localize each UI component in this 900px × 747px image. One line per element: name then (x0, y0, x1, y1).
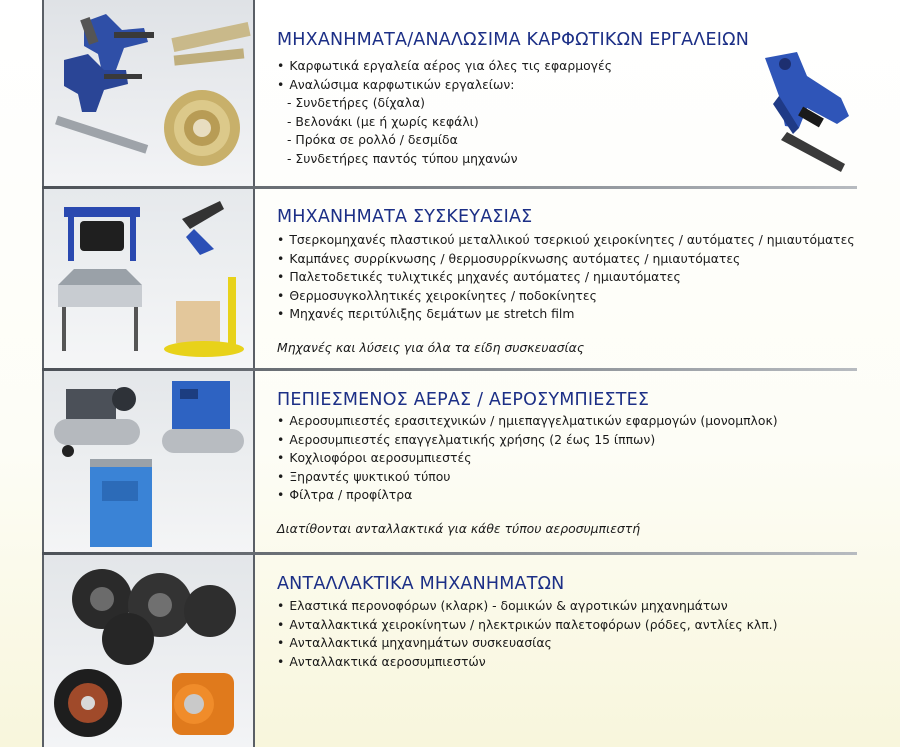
list-item: • Καμπάνες συρρίκνωσης / θερμοσυρρίκνωσης αυτόματες / ημιαυτόματες (277, 250, 855, 269)
list-item: • Θερμοσυγκολλητικές χειροκίνητες / ποδοκίνητες (277, 287, 855, 306)
section-note: Μηχανές και λύσεις για όλα τα είδη συσκευασίας (277, 340, 585, 355)
list-item: • Φίλτρα / προφίλτρα (277, 486, 778, 505)
packaging-photo (42, 189, 255, 371)
compressors-photo (42, 371, 255, 555)
sub-list-item: - Πρόκα σε ρολλό / δεσμίδα (277, 131, 612, 150)
sub-list-item: - Συνδετήρες (δίχαλα) (277, 94, 612, 113)
list-item: • Καρφωτικά εργαλεία αέρος για όλες τις εφαρμογές (277, 57, 612, 76)
item-list (277, 412, 778, 505)
list-item: • Ξηραντές ψυκτικού τύπου (277, 468, 778, 487)
item-list (277, 57, 612, 169)
section-note: Διατίθονται ανταλλακτικά για κάθε τύπου αεροσυμπιεστή (277, 521, 641, 536)
list-item: • Ελαστικά περονοφόρων (κλαρκ) - δομικών & αγροτικών μηχανημάτων (277, 597, 777, 616)
list-item: • Τσερκομηχανές πλαστικού μεταλλικού τσερκιού χειροκίνητες / αυτόματες / ημιαυτόματες (277, 231, 855, 250)
list-item: • Αεροσυμπιεστές ερασιτεχνικών / ημιεπαγγελματικών εφαρμογών (μονομπλοκ) (277, 412, 778, 431)
stapler-image (745, 46, 857, 181)
item-list (277, 231, 855, 324)
sub-list-item: - Βελονάκι (με ή χωρίς κεφάλι) (277, 113, 612, 132)
section-compressors (0, 371, 900, 555)
nailers-photo (42, 0, 255, 189)
list-item: • Ανταλλακτικά χειροκίνητων / ηλεκτρικών παλετοφόρων (ρόδες, αντλίες κλπ.) (277, 616, 777, 635)
section-title: ΜΗΧΑΝΗΜΑΤΑ/ΑΝΑΛΩΣΙΜΑ ΚΑΡΦΩΤΙΚΩΝ ΕΡΓΑΛΕΙΩΝ (277, 30, 750, 50)
sub-list-item: - Συνδετήρες παντός τύπου μηχανών (277, 150, 612, 169)
list-item: • Μηχανές περιτύλιξης δεμάτων με stretch film (277, 305, 855, 324)
section-nailers (0, 0, 900, 189)
list-item: • Ανταλλακτικά αεροσυμπιεστών (277, 653, 777, 672)
spare-parts-photo (42, 555, 255, 747)
list-item: • Αεροσυμπιεστές επαγγελματικής χρήσης (2 έως 15 ίππων) (277, 431, 778, 450)
section-title: ΜΗΧΑΝΗΜΑΤΑ ΣΥΣΚΕΥΑΣΙΑΣ (277, 207, 533, 227)
section-title: ΑΝΤΑΛΛΑΚΤΙΚΑ ΜΗΧΑΝΗΜΑΤΩΝ (277, 574, 565, 594)
list-item: • Αναλώσιμα καρφωτικών εργαλείων: (277, 76, 612, 95)
section-title: ΠΕΠΙΕΣΜΕΝΟΣ ΑΕΡΑΣ / ΑΕΡΟΣΥΜΠΙΕΣΤΕΣ (277, 390, 650, 410)
item-list (277, 597, 777, 671)
section-packaging (0, 189, 900, 371)
list-item: • Κοχλιοφόροι αεροσυμπιεστές (277, 449, 778, 468)
section-spare-parts (0, 555, 900, 747)
list-item: • Ανταλλακτικά μηχανημάτων συσκευασίας (277, 634, 777, 653)
list-item: • Παλετοδετικές τυλιχτικές μηχανές αυτόματες / ημιαυτόματες (277, 268, 855, 287)
